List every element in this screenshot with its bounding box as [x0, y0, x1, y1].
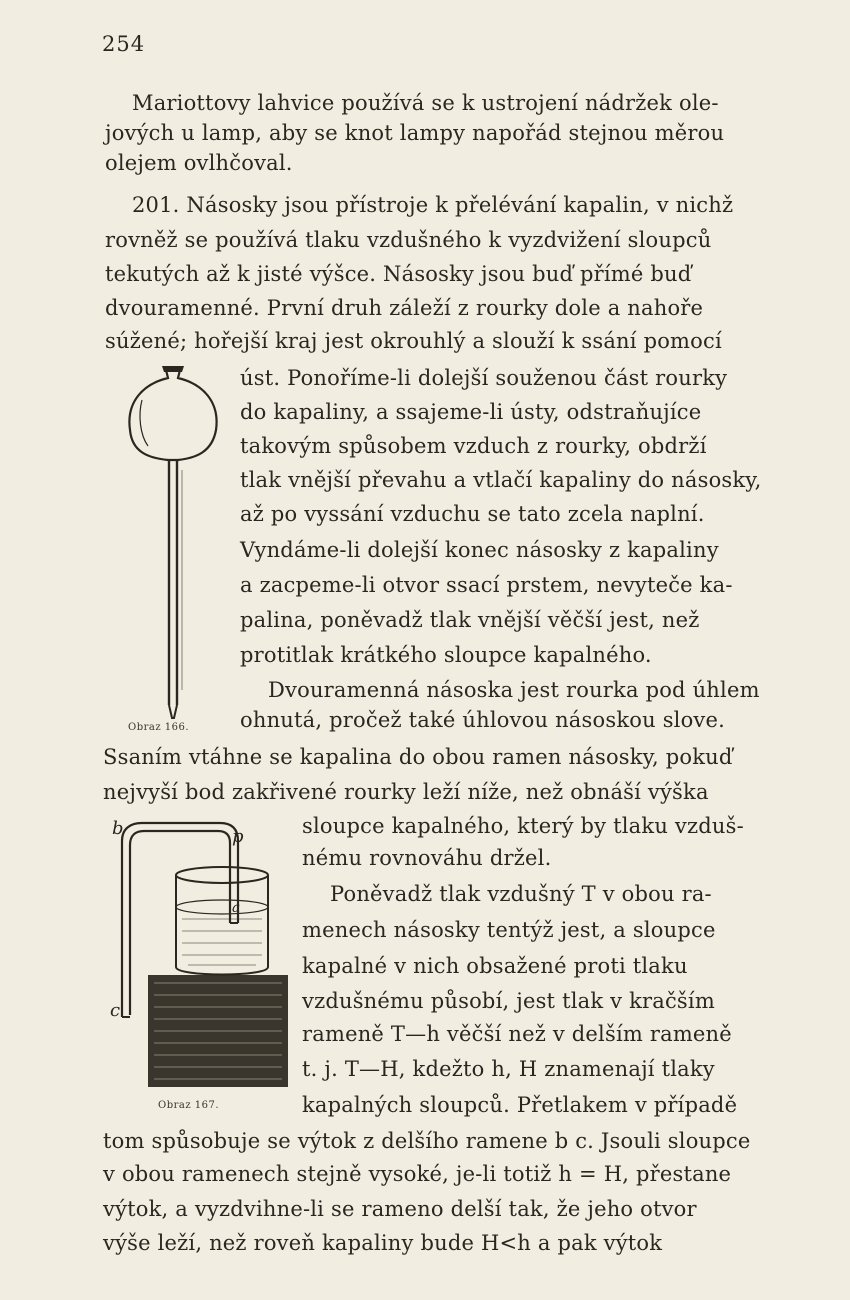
text-line: úst. Ponoříme-li dolejší souženou část rourky [240, 366, 728, 390]
text-line: do kapaliny, a ssajeme-li ústy, odstraňujíce [240, 400, 702, 424]
page-number: 254 [102, 32, 146, 56]
figure-166-caption: Obraz 166. [128, 722, 190, 733]
text-line: tom spůsobuje se výtok z delšího ramene b c. Jsouli sloupce [103, 1129, 751, 1153]
text-line: rameně T—h věčší než v delším rameně [302, 1022, 732, 1046]
text-line: palina, poněvadž tlak vnější věčší jest, než [240, 608, 700, 632]
text-line: Dvouramenná násoska jest rourka pod úhlem [268, 678, 760, 702]
text-line: až po vyssání vzduchu se tato zcela naplní. [240, 502, 705, 526]
text-line: výtok, a vyzdvihne-li se rameno delší tak, že jeho otvor [103, 1197, 697, 1221]
text-line: vzdušnému působí, jest tlak v kračším [302, 989, 715, 1013]
text-line: sloupce kapalného, který by tlaku vzduš- [302, 814, 744, 838]
text-line: jových u lamp, aby se knot lampy napořád stejnou měrou [105, 121, 725, 145]
text-line: výše leží, než roveň kapaliny bude H<h a pak výtok [103, 1231, 663, 1255]
text-line: takovým spůsobem vzduch z rourky, obdrží [240, 434, 707, 458]
text-line: tlak vnější převahu a vtlačí kapaliny do násosky, [240, 468, 762, 492]
text-line: ohnutá, pročež také úhlovou násoskou slove. [240, 708, 725, 732]
text-line: Poněvadž tlak vzdušný T v obou ra- [330, 882, 712, 906]
text-line: súžené; hořejší kraj jest okrouhlý a slouží k ssání pomocí [105, 329, 722, 353]
figure-167-bent-siphon [108, 815, 298, 1095]
text-line: Mariottovy lahvice používá se k ustrojení nádržek ole- [132, 91, 719, 115]
section-201-start: 201. Násosky jsou přístroje k přelévání kapalin, v nichž [132, 193, 734, 217]
figure-167-caption: Obraz 167. [158, 1100, 220, 1111]
figure-167-label-p: p [232, 826, 244, 847]
text-line: a zacpeme-li otvor ssací prstem, nevyteče ka- [240, 573, 733, 597]
text-line: olejem ovlhčoval. [105, 151, 293, 175]
text-line: nejvyší bod zakřivené rourky leží níže, než obnáší výška [103, 780, 709, 804]
text-line: Ssaním vtáhne se kapalina do obou ramen násosky, pokuď [103, 745, 733, 769]
text-line: kapalné v nich obsažené proti tlaku [302, 954, 688, 978]
text-line: v obou ramenech stejně vysoké, je-li totiž h = H, přestane [103, 1162, 732, 1186]
text-line: protitlak krátkého sloupce kapalného. [240, 643, 652, 667]
text-line: dvouramenné. První druh záleží z rourky dole a nahoře [105, 296, 704, 320]
text-line: Vyndáme-li dolejší konec násosky z kapaliny [240, 538, 719, 562]
text-line: tekutých až k jisté výšce. Násosky jsou buď přímé buď [105, 262, 692, 286]
text-line: rovněž se používá tlaku vzdušného k vyzdvižení sloupců [105, 228, 712, 252]
figure-167-label-b: b [112, 818, 124, 839]
text-line: t. j. T—H, kdežto h, H znamenají tlaky [302, 1057, 715, 1081]
text-line: menech násosky tentýž jest, a sloupce [302, 918, 716, 942]
figure-167-label-c: c [110, 1000, 121, 1021]
figure-166-straight-siphon [108, 360, 238, 730]
figure-167-label-a: a [232, 900, 241, 916]
text-line: nému rovnováhu držel. [302, 846, 552, 870]
text-line: kapalných sloupců. Přetlakem v případě [302, 1093, 738, 1117]
